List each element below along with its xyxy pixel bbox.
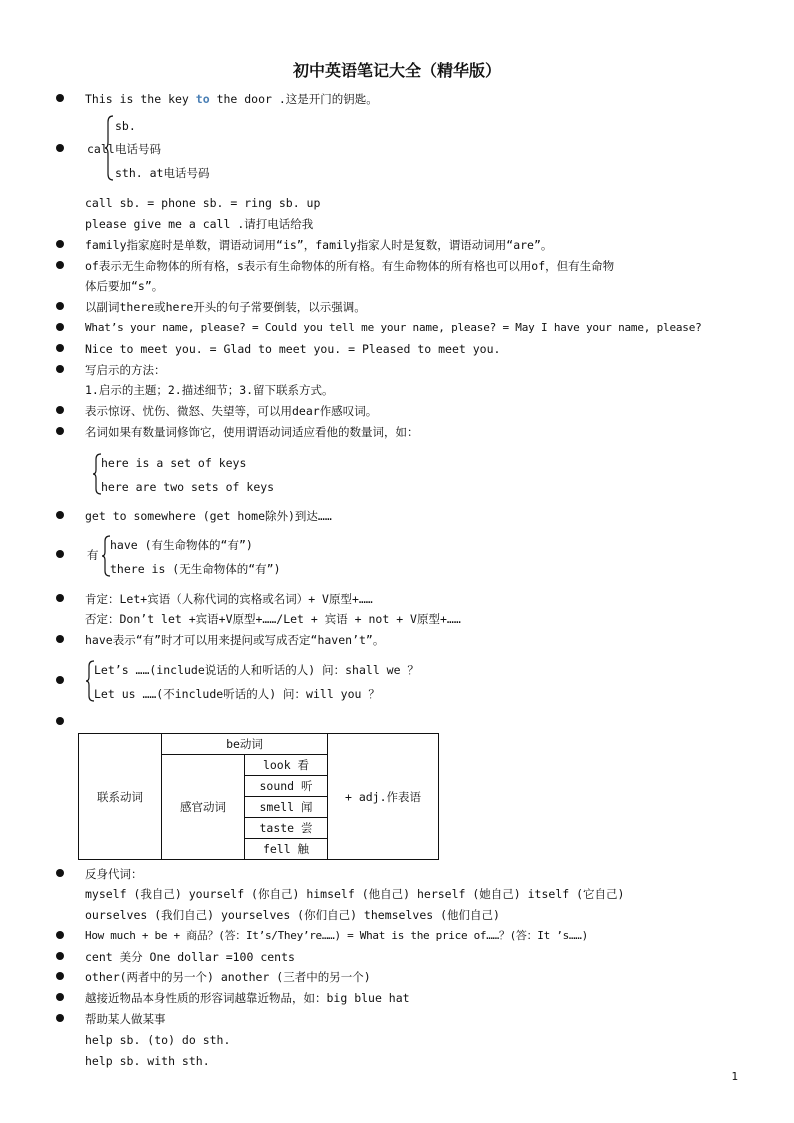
keys-example: here is a set of keys xyxy=(101,456,247,470)
bullet xyxy=(56,1014,64,1022)
bullet xyxy=(56,869,64,877)
bullet xyxy=(56,931,64,939)
call-word: call xyxy=(87,142,115,156)
table-cell-sense-verb: smell 闻 xyxy=(245,797,328,818)
page-number: 1 xyxy=(731,1070,738,1083)
bullet xyxy=(56,323,64,331)
bullet xyxy=(56,261,64,269)
bullet xyxy=(56,594,64,602)
table-cell-sense-verb: sound 听 xyxy=(245,776,328,797)
table-cell-sense: 感官动词 xyxy=(162,755,245,860)
let-positive: 肯定：Let+宾语（人称代词的宾格或名词）+ V原型+…… xyxy=(85,592,373,606)
bullet xyxy=(56,365,64,373)
get-to-note: get to somewhere (get home除外)到达…… xyxy=(85,509,332,523)
have-item: there is (无生命物体的“有”) xyxy=(110,562,281,576)
reflexive-line-2: ourselves (我们自己) yourselves (你们自己) themselves (他们自己) xyxy=(85,908,500,922)
sentence-key xyxy=(85,92,378,106)
noun-note: 名词如果有数量词修饰它，使用谓语动词适应看他的数量词，如： xyxy=(85,425,419,439)
of-note-2: 体后要加“s”。 xyxy=(85,279,164,293)
sentence-key-part1: This is the key xyxy=(85,92,196,106)
call-item: sth. at电话号码 xyxy=(115,166,210,180)
call-please: please give me a call .请打电话给我 xyxy=(85,217,314,231)
bullet xyxy=(56,406,64,414)
bullet xyxy=(56,302,64,310)
family-note: family指家庭时是单数，谓语动词用“is”，family指家人时是复数，谓语动词用“are”。 xyxy=(85,238,553,252)
cent-note: cent 美分 One dollar =100 cents xyxy=(85,950,295,964)
keys-example: here are two sets of keys xyxy=(101,480,275,494)
nice-to-meet: Nice to meet you. = Glad to meet you. = Pleased to meet you. xyxy=(85,342,501,356)
table-cell-link: 联系动词 xyxy=(79,734,162,860)
bullet xyxy=(56,952,64,960)
call-equivalents: call sb. = phone sb. = ring sb. up xyxy=(85,196,321,210)
dear-note: 表示惊讶、忧伤、微怒、失望等，可以用dear作感叹词。 xyxy=(85,404,378,418)
help-pattern-2: help sb. with sth. xyxy=(85,1054,210,1068)
bullet xyxy=(56,511,64,519)
notice-body: 1.启示的主题；2.描述细节；3.留下联系方式。 xyxy=(85,383,334,397)
bullet xyxy=(56,635,64,643)
reflexive-line-1: myself (我自己) yourself (你自己) himself (他自己) herself (她自己) itself (它自己) xyxy=(85,887,625,901)
adjective-order-note: 越接近物品本身性质的形容词越靠近物品，如：big blue hat xyxy=(85,991,410,1005)
reflexive-heading: 反身代词： xyxy=(85,867,143,881)
brace-icon xyxy=(104,114,114,182)
lets-item: Let us ……(不include听话的人) 问：will you ？ xyxy=(94,687,380,701)
help-pattern-1: help sb. (to) do sth. xyxy=(85,1033,231,1047)
call-item: sb. xyxy=(115,119,136,133)
bullet xyxy=(56,972,64,980)
bullet xyxy=(56,717,64,725)
notice-heading: 写启示的方法： xyxy=(85,363,166,377)
help-heading: 帮助某人做某事 xyxy=(85,1012,166,1026)
bullet xyxy=(56,427,64,435)
bullet xyxy=(56,240,64,248)
have-note: have表示“有”时才可以用来提问或写成否定“haven’t”。 xyxy=(85,633,385,647)
inversion-note: 以副词there或here开头的句子常要倒装，以示强调。 xyxy=(85,300,366,314)
table-cell-sense-verb: fell 触 xyxy=(245,839,328,860)
table-cell-sense-verb: taste 尝 xyxy=(245,818,328,839)
how-much-note: How much + be + 商品？(答：It’s/They’re……) = What is the price of……？(答：It ’s……) xyxy=(85,929,588,942)
bullet xyxy=(56,344,64,352)
name-question: What’s your name, please? = Could you tell me your name, please? = May I have your name, please? xyxy=(85,321,702,334)
other-note: other(两者中的另一个) another (三者中的另一个) xyxy=(85,970,371,984)
call-item: 电话号码 xyxy=(115,142,161,156)
let-negative: 否定：Don’t let +宾语+V原型+……/Let + 宾语 + not + V原型+…… xyxy=(85,612,461,626)
sentence-key-part2: the door .这是开门的钥匙。 xyxy=(209,92,378,106)
bullet xyxy=(56,94,64,102)
table-cell-adj: + adj.作表语 xyxy=(328,734,439,860)
bullet xyxy=(56,144,64,152)
have-item: have (有生命物体的“有”) xyxy=(110,538,253,552)
table-cell-sense-verb: look 看 xyxy=(245,755,328,776)
of-note-1: of表示无生命物体的所有格，s表示有生命物体的所有格。有生命物体的所有格也可以用of，但有生命物 xyxy=(85,259,615,273)
you-word: 有 xyxy=(87,548,99,562)
lets-item: Let’s ……(include说话的人和听话的人) 问：shall we ？ xyxy=(94,663,419,677)
table-cell-be: be动词 xyxy=(162,734,328,755)
bullet xyxy=(56,993,64,1001)
bullet xyxy=(56,550,64,558)
bullet xyxy=(56,676,64,684)
linking-verb-table xyxy=(78,733,439,860)
page-title: 初中英语笔记大全（精华版） xyxy=(292,61,501,80)
sentence-key-highlight: to xyxy=(195,92,210,106)
